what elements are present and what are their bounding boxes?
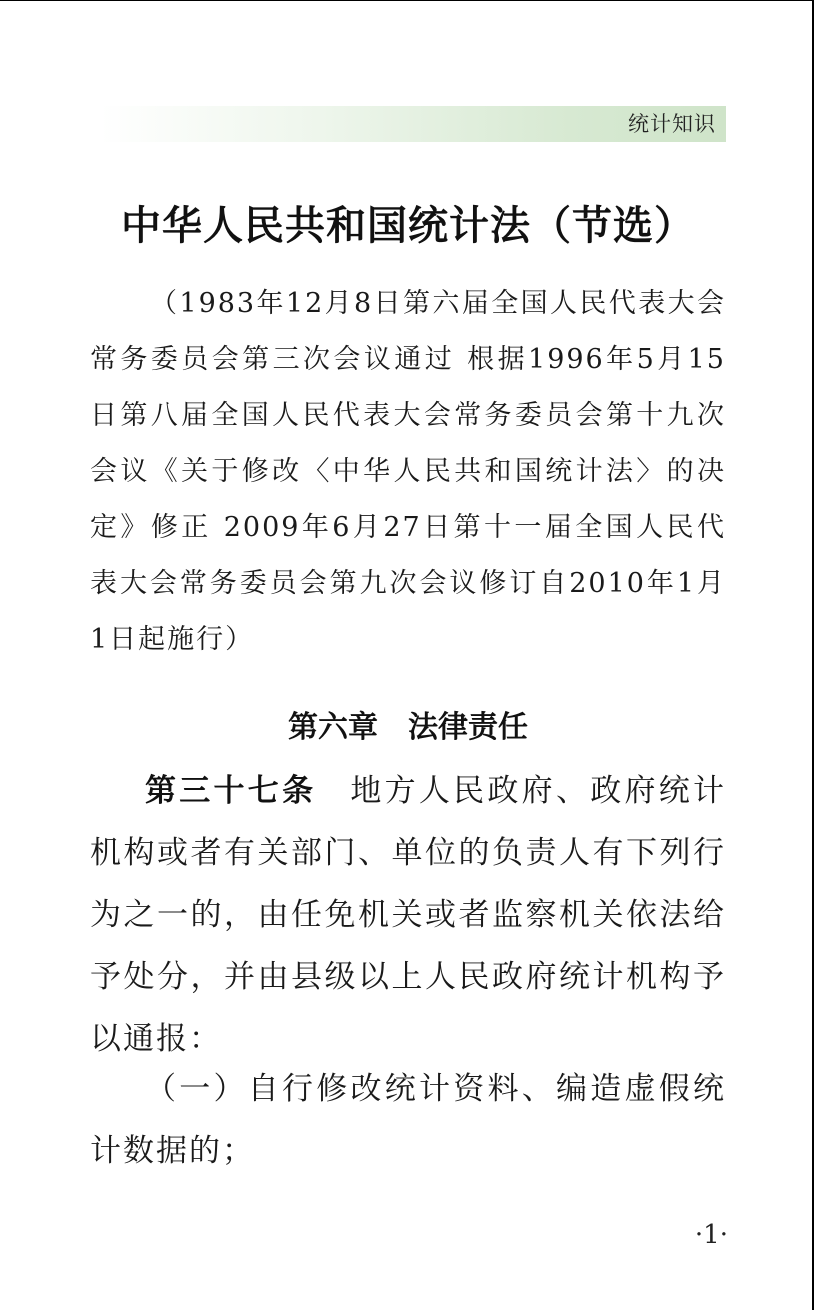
section-header-band <box>100 106 726 142</box>
document-title: 中华人民共和国统计法（节选） <box>121 203 695 249</box>
article-item: （一）自行修改统计资料、编造虚假统计数据的； <box>90 1071 726 1169</box>
article-text: 地方人民政府、政府统计机构或者有关部门、单位的负责人有下列行为之一的，由任免机关或者监察机关依法给予处分，并由县级以上人民政府统计机构予以通报： <box>90 773 727 1057</box>
page-number: ·1· <box>694 1220 728 1250</box>
section-label: 统计知识 <box>628 112 716 136</box>
article-paragraph <box>90 760 726 1070</box>
chapter-heading: 第六章 法律责任 <box>288 710 528 745</box>
document-preamble: （1983年12月8日第六届全国人民代表大会常务委员会第三次会议通过 根据1996年5月15日第八届全国人民代表大会常务委员会第十九次会议《关于修改〈中华人民共和国统计法〉的决定》修正 2009年6月27日第十一届全国人民代表大会常务委员会第九次会议修订自2010年1月1日起施行） <box>90 288 726 655</box>
article-number: 第三十七条 <box>145 773 317 809</box>
